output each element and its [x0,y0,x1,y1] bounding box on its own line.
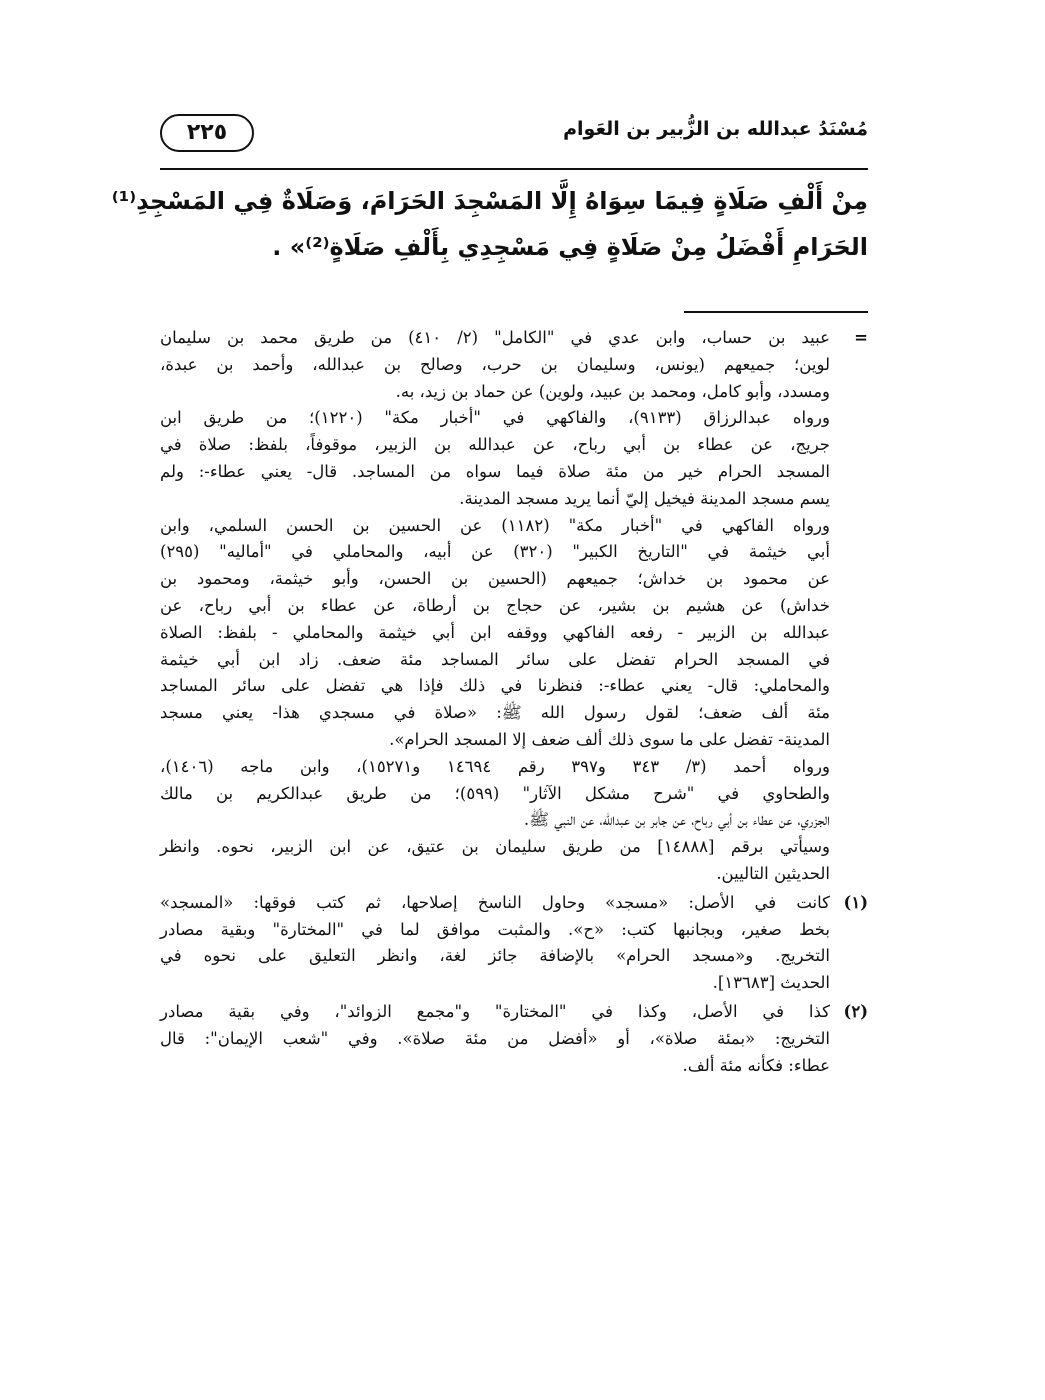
page-number-badge: ٢٢٥ [160,114,254,152]
footnote-line: كانت في الأصل: «مسجد» وحاول الناسخ إصلاحها، ثم كتب فوقها: «المسجد» [160,892,830,912]
main-text-line: مِنْ أَلْفِ صَلَاةٍ فِيمَا سِوَاهُ إِلَّا المَسْجِدَ الحَرَامَ، وَصَلَاةٌ فِي المَسْجِدِ⁽¹⁾ [111,187,868,215]
footnote-line: ورواه عبدالرزاق (٩١٣٣)، والفاكهي في "أخبار مكة" (١٢٢٠)؛ من طريق ابن [160,408,830,428]
footnote-continuation [160,325,868,888]
footnotes-section [160,325,868,1079]
footnote-line: أبي خيثمة في "التاريخ الكبير" (٣٢٠) عن أبيه، والمحاملي في "أماليه" (٢٩٥) [160,542,830,562]
footnote-marker: (٢) [843,1001,868,1021]
footnote-line: والطحاوي في "شرح مشكل الآثار" (٥٩٩)؛ من طريق عبدالكريم بن مالك [160,783,830,803]
footnote-line: عن محمود بن خداش؛ جميعهم (الحسين بن الحسن، وأبو خيثمة، ومحمود بن [160,569,830,589]
footnote-line: المسجد الحرام خير من مئة صلاة فيما سواه من المساجد. قال- يعني عطاء-: ولم [160,461,830,481]
footnote-line: التخريج. و«مسجد الحرام» بالإضافة جائز لغة، وانظر التعليق على نحوه في [160,946,830,966]
footnote-line: بخط صغير، وبجانبها كتب: «ح». والمثبت موافق لما في "المختارة" وبقية مصادر [160,919,830,939]
footnote-line: خداش) عن هشيم بن بشير، عن حجاج بن أرطاة، عن عطاء بن أبي رباح، عن [160,595,830,615]
footnote-marker: (١) [843,892,868,912]
footnote-marker: = [854,328,868,347]
footnote-1 [160,890,868,997]
footnote-line: يسم مسجد المدينة فيخيل إليّ أنما يريد مسجد المدينة. [459,488,830,508]
footnote-line: التخريج: «بمئة صلاة»، أو «أفضل من مئة صلاة». وفي "شعب الإيمان": قال [160,1028,830,1048]
footnote-line: وسيأتي برقم [١٤٨٨٨] من طريق سليمان بن عتيق، عن ابن الزبير، نحوه. وانظر [160,837,830,857]
page-header [160,112,868,162]
footnote-line: المدينة- تفضل على ما سوى ذلك ألف ضعف إلا المسجد الحرام». [389,729,830,749]
footnote-line: والمحاملي: قال- يعني عطاء-: فنظرنا في ذلك فإذا هي تفضل على سائر المساجد [160,676,830,696]
running-title: مُسْنَدُ عبدالله بن الزُّبير بن العَوام [563,118,868,140]
footnote-2 [160,999,868,1079]
footnote-line: كذا في الأصل، وكذا في "المختارة" و"مجمع الزوائد"، وفي بقية مصادر [160,1001,830,1021]
footnote-line: عبيد بن حساب، وابن عدي في "الكامل" (٢/ ٤١٠) من طريق محمد بن سليمان [160,328,830,347]
footnote-line: الجزري، عن عطاء بن أبي رباح، عن جابر بن عبدالله، عن النبي ﷺ. [523,810,830,830]
footnote-line: الحديثين التاليين. [716,863,830,883]
footnote-line: عبدالله بن الزبير - رفعه الفاكهي ووقفه ابن أبي خيثمة والمحاملي - بلفظ: الصلاة [160,622,830,642]
footnote-line: مئة ألف ضعف؛ لقول رسول الله ﷺ: «صلاة في مسجدي هذا- يعني مسجد [160,703,830,723]
main-text-line: الحَرَامِ أَفْضَلُ مِنْ صَلَاةٍ فِي مَسْجِدِي بِأَلْفِ صَلَاةٍ⁽²⁾» . [272,233,868,261]
footnote-line: الحديث [١٣٦٨٣]. [712,973,830,993]
footnote-line: لوين؛ جميعهم (يونس، وسليمان بن حرب، وصالح بن عبدالله، وأحمد بن عبدة، [160,354,830,374]
header-rule [160,168,868,170]
main-hadith-text [111,178,868,270]
footnote-line: عطاء: فكأنه مئة ألف. [682,1055,830,1075]
footnote-line: ومسدد، وأبو كامل، ومحمد بن عبيد، ولوين) عن حماد بن زيد، به. [395,381,830,401]
footnote-line: ورواه أحمد (٣/ ٣٤٣ و٣٩٧ رقم ١٤٦٩٤ و١٥٢٧١)، وابن ماجه (١٤٠٦)، [160,756,830,776]
footnote-line: جريج، عن عطاء بن أبي رباح، عن عبدالله بن الزبير، موقوفاً، بلفظ: صلاة في [160,435,830,455]
footnote-separator [684,311,868,313]
footnote-line: في المسجد الحرام تفضل على سائر المساجد مئة ضعف. زاد ابن أبي خيثمة [160,649,830,669]
footnote-line: ورواه الفاكهي في "أخبار مكة" (١١٨٢) عن الحسين بن الحسن السلمي، وابن [160,515,830,535]
